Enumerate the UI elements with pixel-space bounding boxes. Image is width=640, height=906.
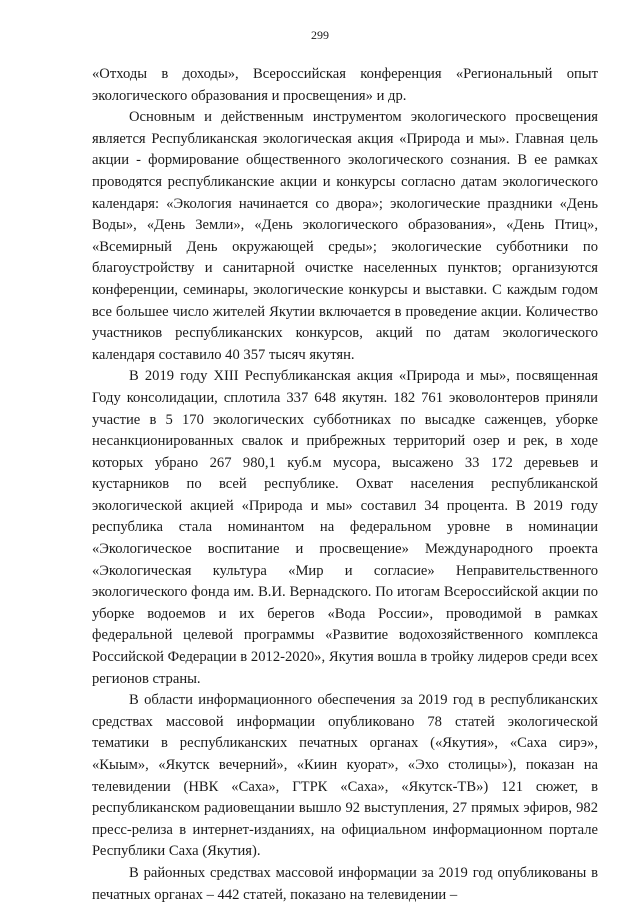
paragraph-eco-education: Основным и действенным инструментом экологического просвещения является Республиканская экологическая акция «Природа и мы». Главная цель акции - формирование общественного экологического сознания. В ее рамках проводятся республиканские акции и конкурсы согласно датам экологического календаря: «Экология начинается со двора»; экологические праздники «День Воды», «День Земли», «День экологического образования», «День Птиц», «Всемирный День окружающей среды»; экологические субботники по благоустройству и санитарной очистке населенных пунктов; организуются конференции, семинары, экологические конкурсы и выставки. С каждым годом все большее число жителей Якутии включается в проведение акции. Количество участников республиканских конкурсов, акций по датам экологического календаря составило 40 357 тысяч якутян. [92, 109, 598, 363]
document-body [92, 64, 598, 906]
paragraph-district-media: В районных средствах массовой информации за 2019 год опубликованы в печатных органах – 442 статей, показано на телевидении – [92, 864, 598, 903]
paragraph-continuation: «Отходы в доходы», Всероссийская конференция «Региональный опыт экологического образования и просвещения» и др. [92, 66, 598, 104]
paragraph-information-support: В области информационного обеспечения за 2019 год в республиканских средствах массовой информации опубликовано 78 статей экологической тематики в республиканских печатных органах («Якутия», «Саха сирэ», «Кыым», «Якутск вечерний», «Киин куорат», «Эхо столицы»), показан на телевидении (НВК «Саха», ГТРК «Саха», «Якутск-ТВ») 121 сюжет, в республиканском радиовещании вышло 92 выступления, 27 прямых эфиров, 982 пресс-релиза в интернет-изданиях, на официальном информационном портале Республики Саха (Якутия). [92, 692, 598, 860]
page-number: 299 [311, 28, 329, 42]
paragraph-2019-campaign: В 2019 году XIII Республиканская акция «Природа и мы», посвященная Году консолидации, сплотила 337 648 якутян. 182 761 эковолонтеров приняли участие в 5 170 экологических субботниках по высадке саженцев, уборке несанкционированных свалок и прибрежных территорий озер и рек, в ходе которых убрано 267 980,1 куб.м мусора, высажено 33 172 деревьев и кустарников по всей республике. Охват населения республиканской экологической акцией «Природа и мы» составил 34 процента. В 2019 году республика стала номинантом на федеральном уровне в номинации «Экологическое воспитание и просвещение» Международного проекта «Экологическая культура «Мир и согласие» Неправительственного экологического фонда им. В.И. Вернадского. По итогам Всероссийской акции по уборке водоемов и их берегов «Вода России», проводимой в рамках федеральной целевой программы «Развитие водохозяйственного комплекса Российской Федерации в 2012-2020», Якутия вошла в тройку лидеров среди всех регионов страны. [92, 368, 598, 687]
